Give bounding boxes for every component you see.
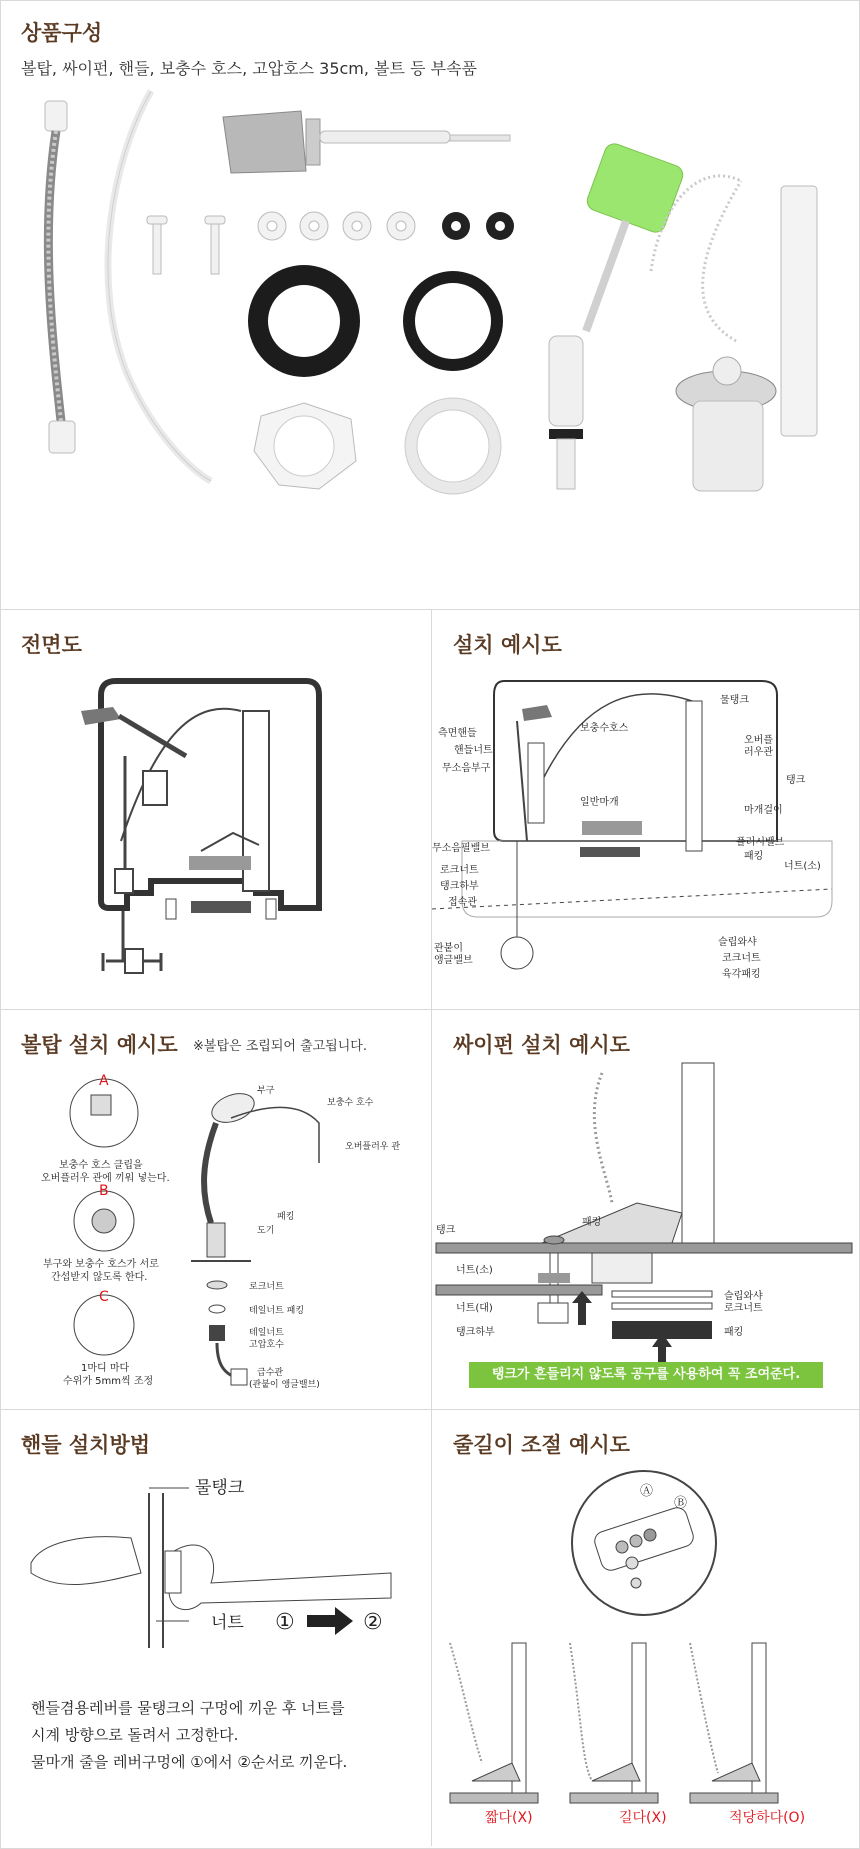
handle-desc-line2: 시계 방향으로 돌려서 고정한다.	[31, 1726, 239, 1744]
label-hex-packing: 육각패킹	[722, 969, 761, 980]
label-lock-nut: 로크너트	[440, 865, 479, 876]
handle-desc	[31, 1695, 347, 1776]
label-tail-packing: 테일너트 패킹	[249, 1306, 305, 1316]
step-c-text-2: 수위가 5mm씩 조정	[63, 1376, 154, 1387]
label-lid-hook: 마개걸이	[744, 805, 783, 816]
siphon-label-lock-nut: 로크너트	[724, 1303, 763, 1314]
label-packing-top: 패킹	[744, 851, 764, 862]
label-tank: 탱크	[786, 775, 806, 786]
step-c-marker: C	[99, 1289, 109, 1305]
fill-valve	[549, 141, 685, 489]
label-supply-note: (관붙이 앵글밸브)	[249, 1380, 320, 1390]
label-handle-nut: 핸들너트	[454, 745, 493, 756]
gasket	[405, 398, 501, 494]
label-refill-hose-tap: 보충수 호수	[327, 1098, 374, 1108]
label-supply: 급수관	[257, 1368, 284, 1378]
components-illustration	[1, 81, 859, 601]
siphon-label-nut-large: 너트(대)	[456, 1303, 493, 1314]
label-side-handle: 측면핸들	[438, 728, 477, 739]
handle-title: 핸들 설치방법	[21, 1433, 151, 1457]
chain-marker-b: Ⓑ	[674, 1496, 688, 1511]
divider	[1, 1009, 859, 1010]
bolts	[147, 216, 225, 274]
handle-desc-line3: 물마개 줄을 레버구멍에 ①에서 ②순서로 끼운다.	[31, 1753, 348, 1771]
ball-tap-title: 볼탑 설치 예시도	[21, 1033, 178, 1057]
ball-tap-diagram	[1, 1063, 431, 1403]
divider	[1, 609, 859, 610]
chain-long	[570, 1643, 658, 1803]
black-rings	[248, 265, 503, 377]
label-packing-tap: 패킹	[277, 1212, 295, 1222]
handle-label-nut: 너트	[211, 1613, 244, 1633]
handle-step1: ①	[275, 1610, 295, 1635]
chain-title: 줄길이 조절 예시도	[453, 1433, 630, 1457]
ball-tap-note: ※볼탑은 조립되어 출고됩니다.	[193, 1039, 367, 1054]
chain-short	[450, 1643, 538, 1803]
handle-desc-line1: 핸들겸용레버를 물탱크의 구멍에 끼운 후 너트를	[31, 1699, 345, 1717]
label-tank-bottom: 탱크하부	[440, 881, 479, 892]
step-c-text-1: 1마디 마다	[81, 1363, 130, 1374]
chain-diagram	[432, 1463, 860, 1833]
label-tail-nut: 테일너트	[249, 1328, 284, 1338]
front-view-diagram	[1, 661, 431, 1001]
siphon-label-nut-small: 너트(소)	[456, 1265, 493, 1276]
label-lock-nut-tap: 로크너트	[249, 1282, 284, 1292]
chain-marker-a: Ⓐ	[640, 1484, 654, 1499]
label-overflow-pipe: 오버플 러우관	[744, 735, 773, 758]
label-plain-lid: 일반마개	[580, 797, 619, 808]
chain-caption-proper: 적당하다(O)	[729, 1810, 806, 1826]
flush-valve	[651, 176, 817, 491]
washers	[258, 212, 514, 240]
siphon-label-tank: 탱크	[436, 1225, 456, 1236]
label-nut-small: 너트(소)	[784, 861, 821, 872]
install-example-title: 설치 예시도	[453, 633, 562, 657]
siphon-diagram	[432, 1063, 860, 1403]
step-a-marker: A	[99, 1073, 109, 1089]
label-toilet: 도기	[257, 1226, 275, 1236]
siphon-label-packing2: 패킹	[724, 1327, 744, 1338]
step-b-text-2: 간섭받지 않도록 한다.	[51, 1272, 148, 1283]
siphon-banner: 탱크가 흔들리지 않도록 공구를 사용하여 꼭 조여준다.	[469, 1362, 823, 1388]
components-subtitle: 볼탑, 싸이펀, 핸들, 보충수 호스, 고압호스 35cm, 볼트 등 부속품	[21, 59, 477, 78]
label-silent-part: 무소음부구	[442, 763, 491, 774]
chain-caption-short: 짧다(X)	[485, 1810, 533, 1826]
step-a-text-1: 보충수 호스 클립을	[59, 1160, 143, 1171]
components-title: 상품구성	[21, 21, 103, 45]
chain-caption-long: 길다(X)	[619, 1810, 667, 1826]
chain-proper	[690, 1643, 778, 1803]
handle-step2: ②	[363, 1610, 383, 1635]
step-b-text-1: 부구와 보충수 호스가 서로	[43, 1259, 159, 1270]
label-hp-hose: 고압호수	[249, 1340, 284, 1350]
label-float: 부구	[257, 1086, 275, 1096]
hex-nut	[254, 403, 356, 489]
siphon-label-tank-bottom: 탱크하부	[456, 1327, 495, 1338]
label-overflow-tap: 오버플러우 관	[345, 1142, 401, 1152]
label-flush-valve: 플러시밸브	[736, 837, 785, 848]
arrow-icon	[307, 1607, 353, 1635]
label-refill-hose: 보충수호스	[580, 723, 629, 734]
siphon-label-packing1: 패킹	[582, 1217, 602, 1228]
label-angle-valve: 관붙이 앵글밸브	[434, 943, 473, 966]
label-water-tank: 물탱크	[720, 695, 749, 706]
install-example-diagram	[432, 661, 860, 1001]
siphon-label-slip-washer: 슬립와샤	[724, 1291, 763, 1302]
handle-label-water-tank: 물탱크	[195, 1478, 245, 1498]
label-connector-pipe: 접속관	[448, 897, 477, 908]
handle-lever	[223, 111, 510, 173]
front-view-title: 전면도	[21, 633, 82, 657]
refill-tube	[108, 91, 211, 481]
handle-diagram	[1, 1463, 431, 1663]
label-cork-nut: 코크너트	[722, 953, 761, 964]
label-silent-fill-valve: 무소음필밸브	[432, 843, 490, 854]
divider	[1, 1409, 859, 1410]
step-a-text-2: 오버플러우 관에 끼워 넣는다.	[41, 1173, 170, 1184]
label-slip-washer: 슬립와샤	[718, 937, 757, 948]
siphon-title: 싸이펀 설치 예시도	[453, 1033, 630, 1057]
step-b-marker: B	[99, 1183, 109, 1199]
braided-hose	[45, 101, 75, 453]
